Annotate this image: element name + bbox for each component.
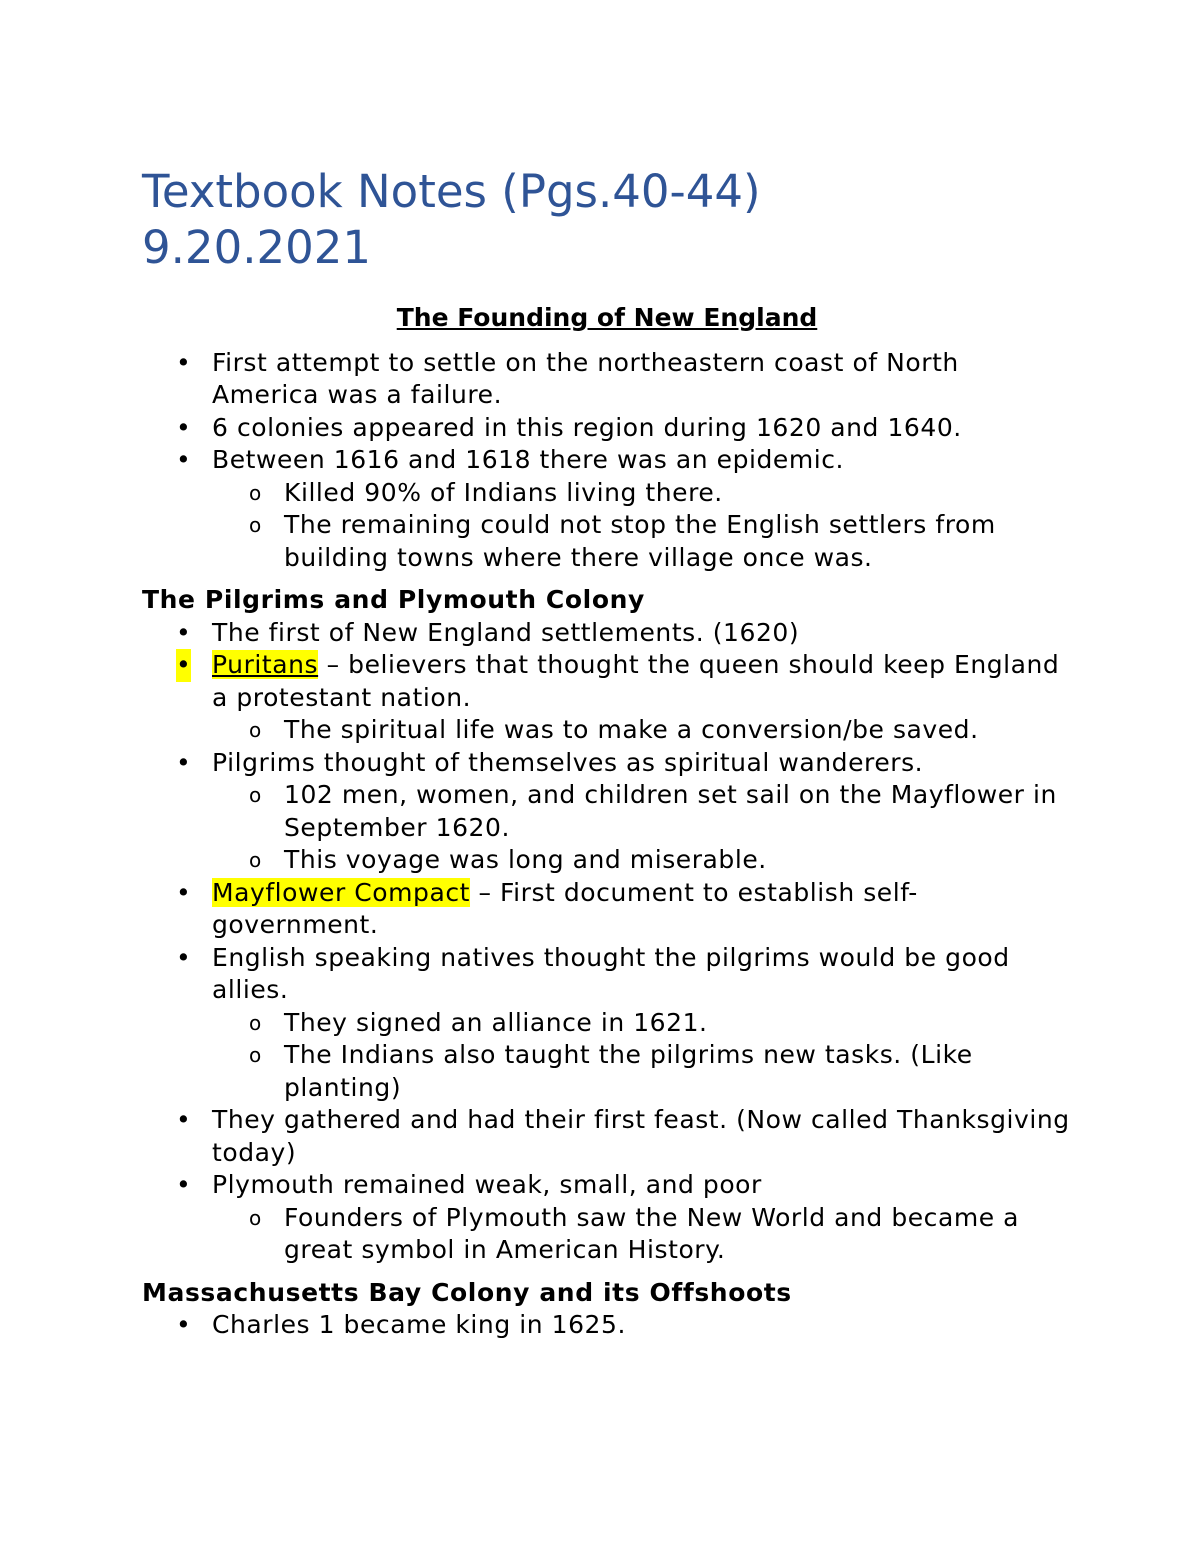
puritans-sub-list bbox=[212, 714, 1072, 747]
list-item: • Between 1616 and 1618 there was an epidemic. o Killed 90% of Indians living there. o The remaining could not stop the English settlers from building towns where there village once was. bbox=[142, 444, 1072, 574]
sub-list-item: o The remaining could not stop the English settlers from building towns where there village once was. bbox=[212, 509, 1072, 574]
sub-list-item: o The Indians also taught the pilgrims new tasks. (Like planting) bbox=[212, 1039, 1072, 1104]
list-item-mayflower-compact: • Mayflower Compact – First document to establish self-government. bbox=[142, 877, 1072, 942]
pilgrims-bullet-list bbox=[142, 617, 1072, 1267]
sub-list-item: o The spiritual life was to make a conversion/be saved. bbox=[212, 714, 1072, 747]
alliance-sub-list bbox=[212, 1007, 1072, 1105]
list-item: • English speaking natives thought the pilgrims would be good allies. o They signed an alliance in 1621. o The Indians also taught the pilgrims new tasks. (Like planting) bbox=[142, 942, 1072, 1105]
list-item-puritans: • Puritans – believers that thought the queen should keep England a protestant nation. o The spiritual life was to make a conversion/be saved. bbox=[142, 649, 1072, 747]
list-item: • Pilgrims thought of themselves as spiritual wanderers. o 102 men, women, and children set sail on the Mayflower in September 1620. o This voyage was long and miserable. bbox=[142, 747, 1072, 877]
sub-list-item: o 102 men, women, and children set sail on the Mayflower in September 1620. bbox=[212, 779, 1072, 844]
sub-list-item: o They signed an alliance in 1621. bbox=[212, 1007, 1072, 1040]
founding-bullet-list bbox=[142, 347, 1072, 575]
section-heading-massachusetts: Massachusetts Bay Colony and its Offshoots bbox=[142, 1277, 792, 1307]
list-item: • Charles 1 became king in 1625. bbox=[142, 1309, 1072, 1342]
list-item: • 6 colonies appeared in this region during 1620 and 1640. bbox=[142, 412, 1072, 445]
title-line-2: 9.20.2021 bbox=[142, 221, 372, 274]
epidemic-sub-list bbox=[212, 477, 1072, 575]
sub-list-item: o Killed 90% of Indians living there. bbox=[212, 477, 1072, 510]
list-item: • They gathered and had their first feast. (Now called Thanksgiving today) bbox=[142, 1104, 1072, 1169]
sub-list-item: o This voyage was long and miserable. bbox=[212, 844, 1072, 877]
section-heading-pilgrims: The Pilgrims and Plymouth Colony bbox=[142, 585, 645, 614]
title-line-1: Textbook Notes (Pgs.40-44) bbox=[142, 165, 761, 218]
list-item: • Plymouth remained weak, small, and poor o Founders of Plymouth saw the New World and became a great symbol in American History. bbox=[142, 1169, 1072, 1267]
list-item: • First attempt to settle on the northeastern coast of North America was a failure. bbox=[142, 347, 1072, 412]
list-item: • The first of New England settlements. (1620) bbox=[142, 617, 1072, 650]
highlighted-term-mayflower-compact: Mayflower Compact bbox=[212, 877, 470, 907]
plymouth-sub-list bbox=[212, 1202, 1072, 1267]
voyage-sub-list bbox=[212, 779, 1072, 877]
notes-body bbox=[142, 302, 1072, 1342]
highlighted-term-puritans: Puritans bbox=[212, 650, 319, 679]
sub-list-item: o Founders of Plymouth saw the New World and became a great symbol in American History. bbox=[212, 1202, 1072, 1267]
section-heading-founding: The Founding of New England bbox=[396, 303, 818, 332]
massachusetts-bullet-list bbox=[142, 1309, 1072, 1342]
page-title bbox=[142, 164, 1042, 276]
